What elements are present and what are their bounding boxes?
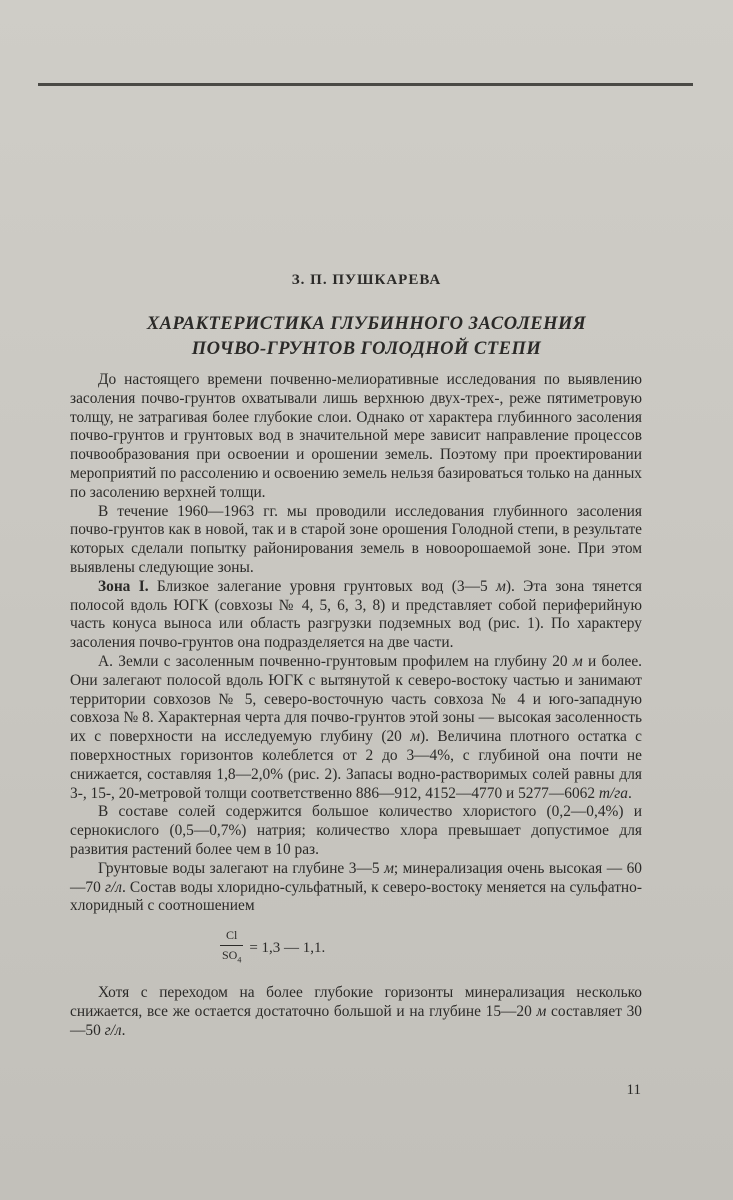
paragraph-4 (70, 653, 642, 803)
page-number: 11 (626, 1082, 641, 1098)
p4-unit-3: т/га (598, 784, 628, 802)
p6-text-a: Грунтовые воды залегают на глубине 3—5 (98, 859, 385, 877)
p7-text-a: Хотя с переходом на более глубокие горизонты минерализация несколько снижается, все же остается достаточно большой и на глубине 15—20 (70, 984, 642, 1020)
p4-unit-1: м (572, 652, 583, 670)
p6-unit-2: г/л (104, 878, 122, 896)
p4-unit-2: м (410, 728, 421, 746)
p7-text-c: . (121, 1021, 126, 1039)
paragraph-3 (70, 578, 642, 653)
paragraph-1: До настоящего времени почвенно-мелиоративные исследования по выявлению засоления почво-грунтов охватывали лишь верхнюю двух-трех-, реже пятиметровую толщу, не затрагивая более глубокие слои. Однако от характера глубинного засоления почво-грунтов и грунтовых вод в значительной мере зависит направление процессов почвообразования при освоении и орошении земель. Поэтому при проектировании мероприятий по рассолению и освоению земель нельзя базироваться только на данных по засолению верхней толщи. (70, 371, 642, 501)
paragraph-6 (70, 860, 642, 916)
formula-value: = 1,3 — 1,1. (249, 939, 326, 956)
article-body (70, 371, 642, 1040)
p6-unit-1: м (384, 859, 394, 877)
zone-label: Зона I. (98, 577, 149, 595)
p3-unit: м (496, 577, 506, 595)
formula-numerator: Cl (226, 928, 238, 943)
paragraph-5: В составе солей содержится большое количество хлористого (0,2—0,4%) и сернокислого (0,5—0,7%) натрия; количество хлора превышает допустимое для развития растений более чем в 10 раз. (70, 803, 642, 858)
p7-text-b: составляет 30—50 (70, 1002, 643, 1039)
article-title (0, 312, 733, 362)
p4-text-b: и более. Они залегают полосой вдоль ЮГК с вытянутой к северо-востоку частью и занимают территории совхозов № 5, северо-восточную часть совхоза № 4 и юго-западную совхоза № 8. Характерная черта для почво-грунтов этой зоны — высокая засоленность их с поверхности на исследуемую глубину (20 (70, 652, 642, 746)
p6-text-b: ; минерализация очень высокая — 60—70 (70, 859, 642, 896)
p4-text-c: ). Величина плотного остатка с поверхностных горизонтов колеблется от 2 до 3—4%, с глубиной она почти не снижается, составляя 1,8—2,0% (рис. 2). Запасы водно-растворимых солей равны для 3-, 15-, 20-метровой толщи соответственно 886—912, 4152—4770 и 5277—6062 (70, 728, 642, 802)
formula-fraction (220, 926, 243, 970)
author-name: З. П. ПУШКАРЕВА (291, 272, 442, 288)
p6-text-c: . Состав воды хлоридно-сульфатный, к северо-востоку меняется на сульфатно-хлоридный с соотношением (70, 878, 642, 915)
p4-text-d: . (627, 784, 632, 802)
p3-text-b: ). Эта зона тянется полосой вдоль ЮГК (совхозы № 4, 5, 6, 3, 8) и представляет собой периферийную часть конуса выноса или область разгрузки подземных вод (рис. 1). По характеру засоления почво-грунтов она подразделяется на две части. (70, 577, 642, 652)
formula-den-text: SO (222, 947, 238, 962)
header-rule (38, 83, 693, 86)
paragraph-7 (70, 984, 642, 1040)
p7-unit-2: г/л (104, 1021, 122, 1039)
p4-text-a: А. Земли с засоленным почвенно-грунтовым профилем на глубину 20 (98, 652, 573, 670)
p7-unit-1: м (536, 1002, 547, 1020)
formula-denominator (220, 945, 243, 970)
title-line-1: ХАРАКТЕРИСТИКА ГЛУБИННОГО ЗАСОЛЕНИЯ (146, 314, 587, 334)
p3-text-a: Близкое залегание уровня грунтовых вод (3—5 (148, 577, 497, 595)
paragraph-2: В течение 1960—1963 гг. мы проводили исследования глубинного засоления почво-грунтов как в новой, так и в старой зоне орошения Голодной степи, в результате которых сделали попытку районирования земель в новоорошаемой зоне. При этом выявлены следующие зоны. (70, 502, 642, 576)
title-line-2: ПОЧВО-ГРУНТОВ ГОЛОДНОЙ СТЕПИ (191, 339, 542, 359)
formula-den-sub: 4 (237, 955, 242, 965)
ratio-formula (220, 926, 642, 970)
